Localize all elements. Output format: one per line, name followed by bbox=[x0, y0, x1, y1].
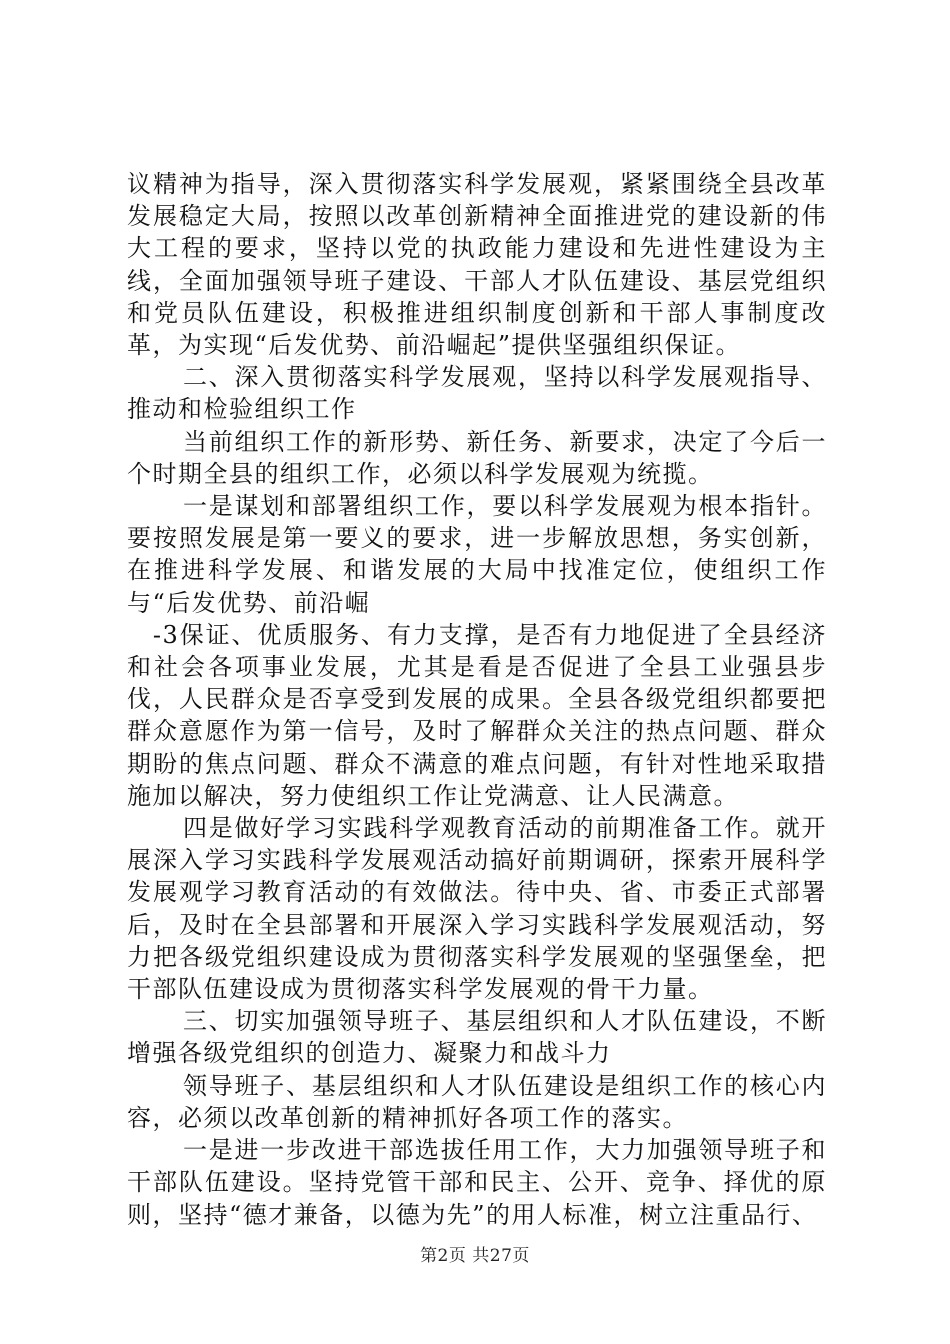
page-footer: 第2页 共27页 bbox=[420, 1246, 530, 1266]
section-heading-2: 二、深入贯彻落实科学发展观，坚持以科学发展观指导、推动和检验组织工作 bbox=[127, 363, 827, 424]
paragraph-9: 一是进一步改进干部选拔任用工作，大力加强领导班子和干部队伍建设。坚持党管干部和民主、公开、竞争、择优的原则，坚持“德才兼备，以德为先”的用人标准，树立注重品行、 bbox=[127, 1136, 827, 1229]
document-body bbox=[127, 168, 827, 1231]
paragraph-4: 一是谋划和部署组织工作，要以科学发展观为根本指针。要按照发展是第一要义的要求，进一步解放思想，务实创新，在推进科学发展、和谐发展的大局中找准定位，使组织工作与“后发优势、前沿崛 bbox=[127, 492, 827, 617]
paragraph-1: 议精神为指导，深入贯彻落实科学发展观，紧紧围绕全县改革发展稳定大局，按照以改革创新精神全面推进党的建设新的伟大工程的要求，坚持以党的执政能力建设和先进性建设为主线，全面加强领导班子建设、干部人才队伍建设、基层党组织和党员队伍建设，积极推进组织制度创新和干部人事制度改革，为实现“后发优势、前沿崛起”提供坚强组织保证。 bbox=[127, 170, 827, 360]
paragraph-8: 领导班子、基层组织和人才队伍建设是组织工作的核心内容，必须以改革创新的精神抓好各项工作的落实。 bbox=[127, 1071, 827, 1132]
section-heading-3: 三、切实加强领导班子、基层组织和人才队伍建设，不断增强各级党组织的创造力、凝聚力和战斗力 bbox=[127, 1007, 827, 1068]
paragraph-6: 四是做好学习实践科学观教育活动的前期准备工作。就开展深入学习实践科学发展观活动搞好前期调研，探索开展科学发展观学习教育活动的有效做法。待中央、省、市委正式部署后，及时在全县部署和开展深入学习实践科学发展观活动，努力把各级党组织建设成为贯彻落实科学发展观的坚强堡垒，把干部队伍建设成为贯彻落实科学发展观的骨干力量。 bbox=[127, 814, 827, 1004]
paragraph-5: -3保证、优质服务、有力支撑，是否有力地促进了全县经济和社会各项事业发展，尤其是看是否促进了全县工业强县步伐，人民群众是否享受到发展的成果。全县各级党组织都要把群众意愿作为第一信号，及时了解群众关注的热点问题、群众期盼的焦点问题、群众不满意的难点问题，有针对性地采取措施加以解决，努力使组织工作让党满意、让人民满意。 bbox=[127, 620, 827, 810]
paragraph-3: 当前组织工作的新形势、新任务、新要求，决定了今后一个时期全县的组织工作，必须以科学发展观为统揽。 bbox=[127, 427, 827, 488]
